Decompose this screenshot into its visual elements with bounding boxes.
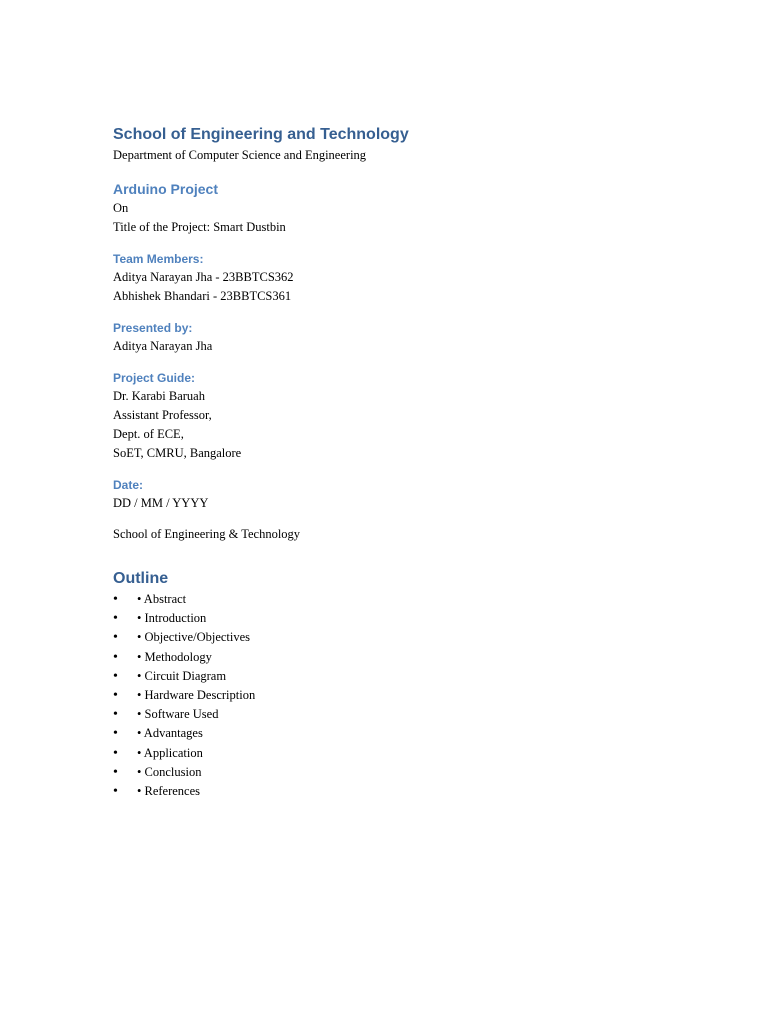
school-title: School of Engineering and Technology	[113, 126, 409, 143]
presenter-name: Aditya Narayan Jha	[113, 339, 213, 353]
outline-item: • • Circuit Diagram	[113, 667, 768, 686]
project-heading: Arduino Project	[113, 181, 219, 197]
date-heading: Date:	[113, 478, 144, 492]
bullet-icon: •	[113, 745, 118, 761]
guide-heading: Project Guide:	[113, 371, 196, 385]
bullet-icon: •	[113, 611, 118, 627]
outline-item: • • Application	[113, 744, 768, 763]
bullet-icon: •	[113, 592, 118, 607]
outline-item: • • Abstract	[113, 590, 768, 609]
outline-item: • • Introduction	[113, 609, 768, 628]
outline-item: • • Software Used	[113, 705, 768, 724]
outline-item: • • Hardware Description	[113, 686, 768, 705]
outline-list	[113, 590, 768, 801]
guide-line: SoET, CMRU, Bangalore	[113, 446, 242, 460]
outline-item: • • References	[113, 782, 768, 801]
bullet-icon: •	[113, 668, 118, 684]
team-heading: Team Members:	[113, 252, 204, 266]
bullet-icon: •	[113, 726, 118, 742]
department-line: Department of Computer Science and Engineering	[113, 148, 367, 162]
team-member: Abhishek Bhandari - 23BBTCS361	[113, 289, 292, 303]
guide-line: Dept. of ECE,	[113, 427, 184, 441]
guide-line: Assistant Professor,	[113, 408, 212, 422]
bullet-icon: •	[113, 649, 118, 665]
project-title: Title of the Project: Smart Dustbin	[113, 220, 286, 234]
outline-item: • • Conclusion	[113, 763, 768, 782]
date-value: DD / MM / YYYY	[113, 496, 209, 510]
bullet-icon: •	[113, 764, 118, 780]
outline-item: • • Advantages	[113, 724, 768, 743]
bullet-icon: •	[113, 707, 118, 723]
presenter-heading: Presented by:	[113, 321, 193, 335]
team-member: Aditya Narayan Jha - 23BBTCS362	[113, 270, 294, 284]
guide-line: Dr. Karabi Baruah	[113, 389, 205, 403]
bullet-icon: •	[113, 784, 118, 800]
bullet-icon: •	[113, 688, 118, 704]
bullet-icon: •	[113, 630, 118, 646]
footer-school: School of Engineering & Technology	[113, 527, 301, 541]
project-on: On	[113, 201, 129, 215]
outline-heading: Outline	[113, 570, 169, 587]
outline-item: • • Objective/Objectives	[113, 628, 768, 647]
outline-item: • • Methodology	[113, 648, 768, 667]
